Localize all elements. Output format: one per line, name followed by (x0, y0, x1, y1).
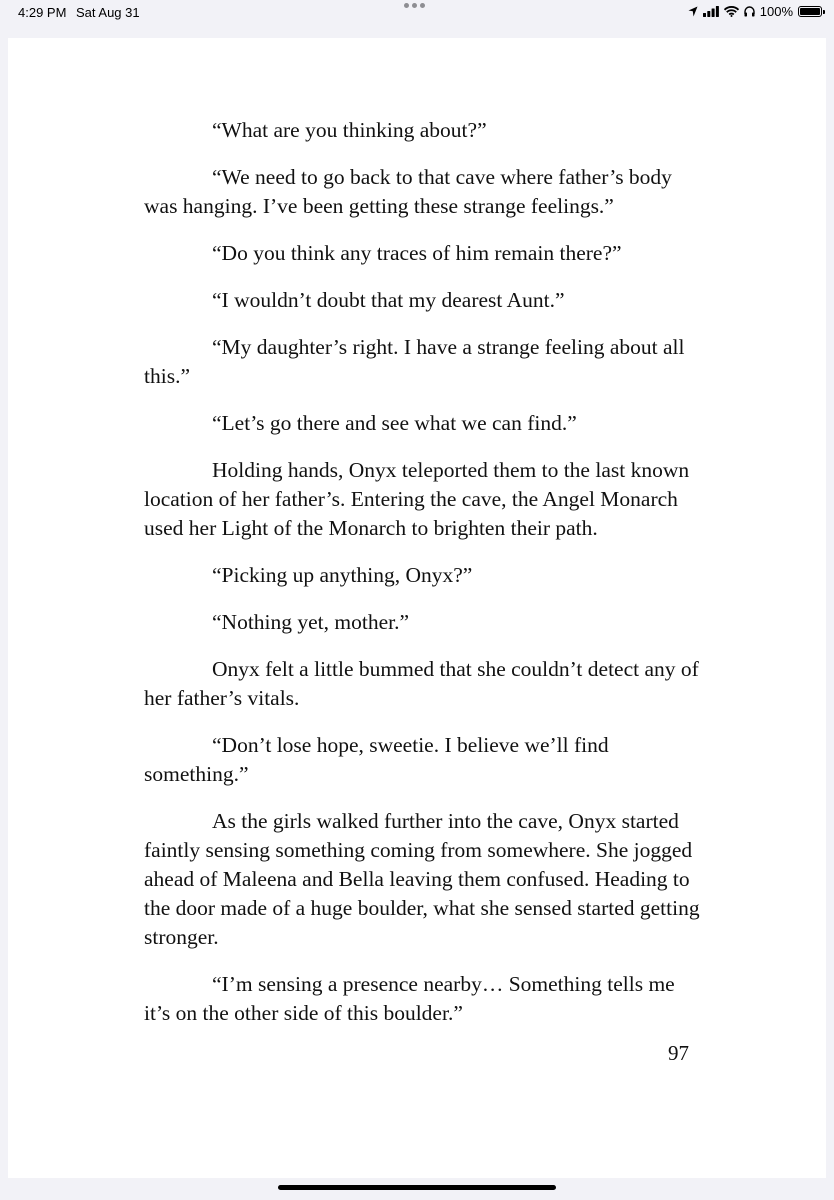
multitasking-dots-icon[interactable] (404, 3, 425, 8)
battery-percent: 100% (759, 4, 793, 19)
status-date: Sat Aug 31 (76, 5, 140, 20)
paragraph: “What are you thinking about?” (212, 118, 487, 142)
status-time: 4:29 PM (18, 5, 67, 20)
cellular-signal-icon (703, 6, 719, 17)
paragraph: “I wouldn’t doubt that my dearest Aunt.” (212, 288, 565, 312)
headphones-icon (744, 6, 755, 17)
paragraph: “Let’s go there and see what we can find.” (212, 411, 577, 435)
paragraph: “My daughter’s right. I have a strange feeling about all this.” (144, 335, 685, 388)
paragraph: “Do you think any traces of him remain there?” (212, 241, 622, 265)
paragraph: Onyx felt a little bummed that she couldn’t detect any of her father’s vitals. (144, 657, 699, 710)
paragraph: “We need to go back to that cave where father’s body was hanging. I’ve been getting these strange feelings.” (144, 165, 672, 218)
paragraph: “Picking up anything, Onyx?” (212, 563, 473, 587)
battery-icon (798, 6, 822, 17)
wifi-icon (724, 6, 739, 17)
paragraph: As the girls walked further into the cave, Onyx started faintly sensing something coming from somewhere. She jogged ahead of Maleena and Bella leaving them confused. Heading to the door made of a huge boulder, what she sensed started getting stronger. (144, 809, 700, 949)
paragraph: “Don’t lose hope, sweetie. I believe we’ll find something.” (144, 733, 609, 786)
paragraph: “I’m sensing a presence nearby… Something tells me it’s on the other side of this boulder.” (144, 972, 675, 1025)
page-number: 97 (668, 1041, 689, 1065)
book-page (8, 38, 826, 1178)
location-arrow-icon (688, 6, 698, 17)
paragraph: “Nothing yet, mother.” (212, 610, 410, 634)
status-bar (0, 0, 834, 26)
status-indicators (688, 4, 822, 19)
paragraph: Holding hands, Onyx teleported them to the last known location of her father’s. Entering the cave, the Angel Monarch used her Light of the Monarch to brighten their path. (144, 458, 690, 540)
home-indicator[interactable] (278, 1185, 556, 1190)
page-text (144, 116, 704, 1046)
